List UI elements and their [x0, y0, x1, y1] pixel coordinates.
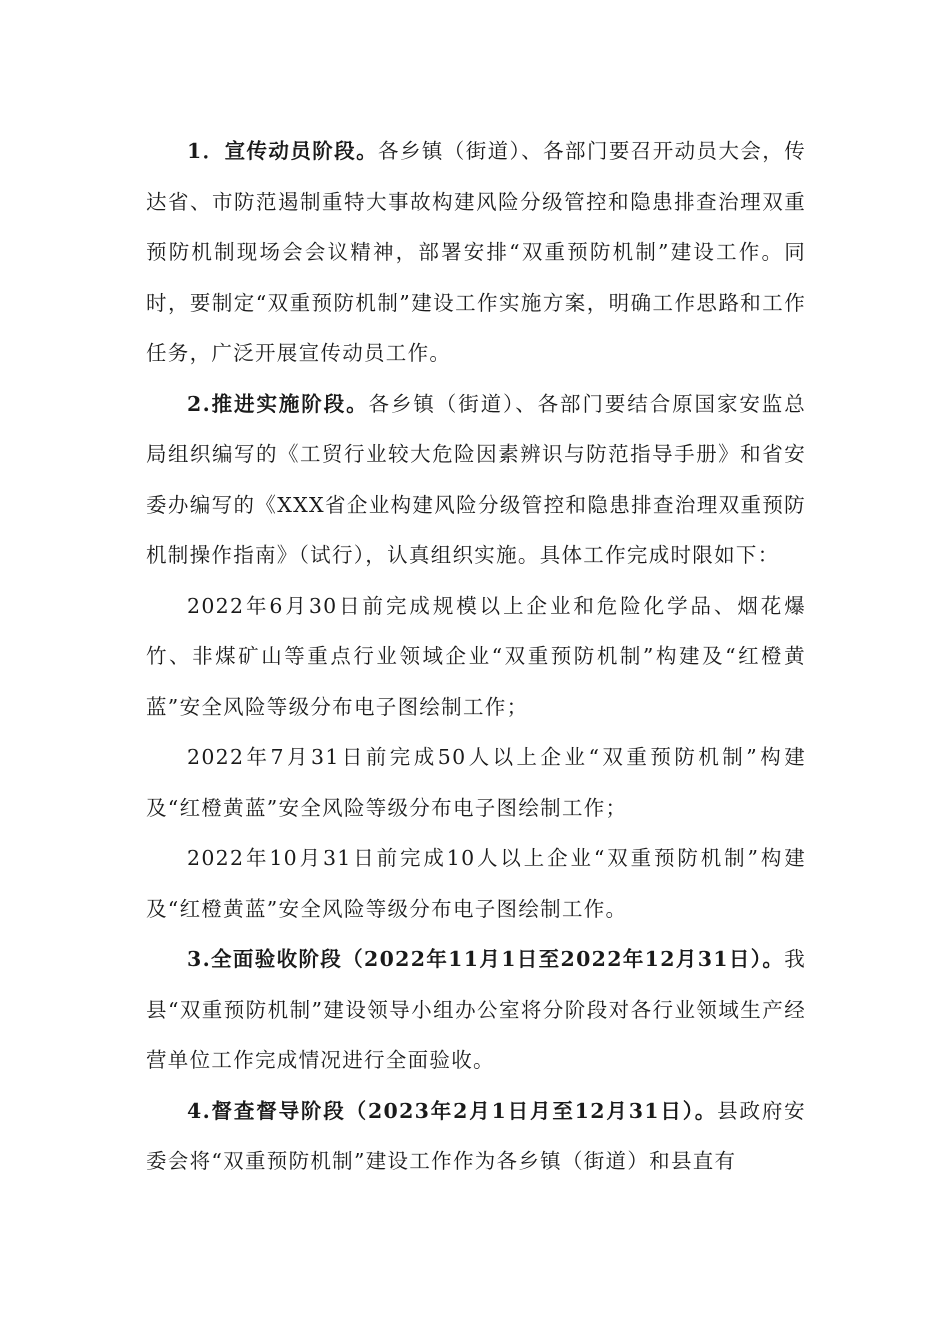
paragraph-heading: 1．宣传动员阶段。 [187, 139, 379, 163]
paragraph-heading: 2.推进实施阶段。 [187, 391, 369, 416]
paragraph-deadline-2 [146, 732, 806, 833]
paragraph-text: 2022年7月31日前完成50人以上企业“双重预防机制”构建及“红橙黄蓝”安全风险等级分布电子图绘制工作； [146, 745, 806, 820]
paragraph-stage-2 [146, 379, 806, 581]
paragraph-text: 我县“双重预防机制”建设领导小组办公室将分阶段对各行业领域生产经营单位工作完成情况进行全面验收。 [146, 947, 806, 1072]
paragraph-stage-3 [146, 934, 806, 1086]
paragraph-text: 各乡镇（街道）、各部门要召开动员大会，传达省、市防范遏制重特大事故构建风险分级管控和隐患排查治理双重预防机制现场会会议精神，部署安排“双重预防机制”建设工作。同时，要制定“双重预防机制”建设工作实施方案，明确工作思路和工作任务，广泛开展宣传动员工作。 [146, 139, 807, 365]
paragraph-deadline-1 [146, 581, 806, 733]
document-body [146, 126, 806, 1187]
paragraph-text: 2022年10月31日前完成10人以上企业“双重预防机制”构建及“红橙黄蓝”安全风险等级分布电子图绘制工作。 [146, 846, 806, 921]
paragraph-stage-4 [146, 1086, 806, 1187]
paragraph-heading: 3.全面验收阶段（2022年11月1日至2022年12月31日）。 [187, 947, 785, 971]
paragraph-text: 县政府安委会将“双重预防机制”建设工作作为各乡镇（街道）和县直有 [146, 1098, 806, 1173]
paragraph-text: 各乡镇（街道）、各部门要结合原国家安监总局组织编写的《工贸行业较大危险因素辨识与防范指导手册》和省安委办编写的《XXX省企业构建风险分级管控和隐患排查治理双重预防机制操作指南》（试行），认真组织实施。具体工作完成时限如下： [146, 391, 806, 567]
paragraph-stage-1 [146, 126, 806, 379]
paragraph-deadline-3 [146, 833, 806, 934]
paragraph-heading: 4.督查督导阶段（2023年2月1日月至12月31日）。 [187, 1098, 718, 1123]
paragraph-text: 2022年6月30日前完成规模以上企业和危险化学品、烟花爆竹、非煤矿山等重点行业领域企业“双重预防机制”构建及“红橙黄蓝”安全风险等级分布电子图绘制工作； [146, 593, 806, 719]
